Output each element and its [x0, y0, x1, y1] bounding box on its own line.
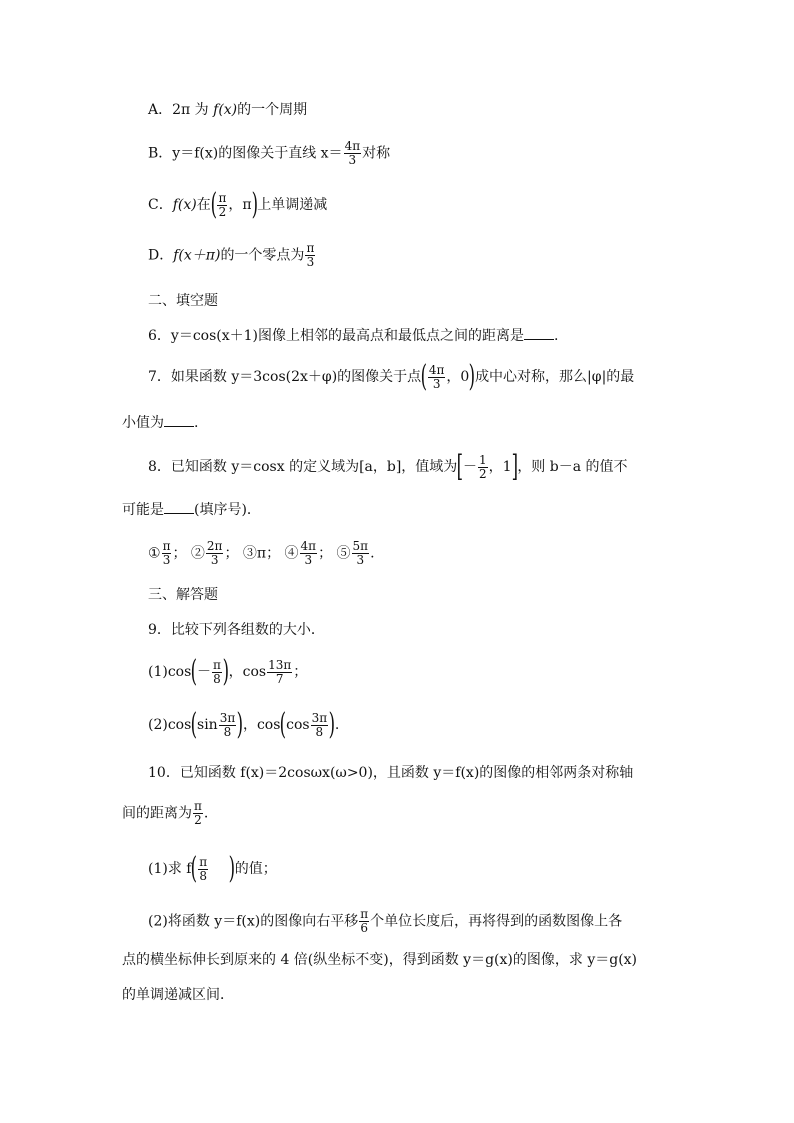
section-heading-solutions: 三、解答题 — [148, 587, 218, 603]
fraction: $\frac{\pi}{3}$ — [162, 539, 171, 567]
fraction: $\frac{\pi}{8}$ — [199, 854, 208, 883]
fraction: $\frac{\pi}{6}$ — [360, 907, 369, 935]
question-8: 8．已知函数 y＝cosx 的定义域为[a，b]，值域为[－ $\frac{1}{2}$ ，1]，则 b－a 的值不 — [148, 449, 628, 484]
fraction: $\frac{4\pi}{3}$ — [344, 139, 361, 167]
option-d: D．f(x＋π)的一个零点为 $\frac{\pi}{3}$ — [148, 241, 315, 269]
option-c: C．f(x)在( $\frac{\pi}{2}$ ，π)上单调递减 — [148, 187, 328, 222]
question-8-cont: 可能是 (填序号)． — [122, 499, 261, 520]
question-10-part-1: (1)求 f( $\frac{\pi}{8}$ )的值； — [148, 851, 277, 886]
option-a: A．2π 为 f(x)的一个周期 — [148, 102, 308, 118]
question-7: 7．如果函数 y＝3cos(2x＋φ)的图像关于点( $\frac{4\pi}{3}$ ，0)成中心对称，那么|φ|的最 — [148, 359, 635, 394]
fraction: $\frac{\pi}{3}$ — [306, 241, 315, 269]
fraction: $\frac{1}{2}$ — [479, 452, 487, 481]
fraction: $\frac{13\pi}{7}$ — [268, 657, 292, 686]
question-8-choices: ① $\frac{\pi}{3}$ ； ② $\frac{2\pi}{3}$ ； ③π； ④ $\frac{4\pi}{3}$ ； ⑤ $\frac{5\pi}{3}$ . — [148, 539, 375, 567]
question-10-part-2-cont: 点的横坐标伸长到原来的 4 倍(纵坐标不变)，得到函数 y＝g(x)的图像，求 y＝g(x) — [122, 952, 638, 968]
question-10-part-2-end: 的单调递减区间． — [122, 987, 234, 1003]
option-b: B．y＝f(x)的图像关于直线 x＝ $\frac{4\pi}{3}$ 对称 — [148, 139, 391, 167]
question-10-cont: 间的距离为 $\frac{\pi}{2}$ . — [122, 799, 209, 827]
fraction: $\frac{4\pi}{3}$ — [300, 539, 317, 567]
fraction: $\frac{\pi}{2}$ — [194, 799, 202, 827]
answer-blank — [524, 325, 554, 340]
fraction: $\frac{4\pi}{3}$ — [428, 362, 445, 391]
fraction: $\frac{2\pi}{3}$ — [206, 539, 223, 567]
fraction: $\frac{3\pi}{8}$ — [311, 710, 328, 739]
fraction: $\frac{\pi}{2}$ — [218, 190, 227, 219]
section-heading-fill-in: 二、填空题 — [148, 293, 218, 309]
question-10-part-2: (2)将函数 y＝f(x)的图像向右平移 $\frac{\pi}{6}$ 个单位长度后，再将得到的函数图像上各 — [148, 907, 623, 935]
question-7-cont: 小值为 . — [122, 412, 198, 433]
question-9-part-2: (2)cos(sin $\frac{3\pi}{8}$ )，cos(cos $\frac{3\pi}{8}$ ). — [148, 707, 340, 742]
fraction: $\frac{5\pi}{3}$ — [352, 539, 369, 567]
question-6: 6．y＝cos(x＋1)图像上相邻的最高点和最低点之间的距离是 . — [148, 325, 558, 346]
fraction: $\frac{\pi}{8}$ — [213, 657, 221, 686]
answer-blank — [164, 499, 194, 514]
fraction: $\frac{3\pi}{8}$ — [219, 710, 236, 739]
question-9: 9．比较下列各组数的大小． — [148, 622, 325, 638]
question-9-part-1: (1)cos(－ $\frac{\pi}{8}$ )，cos $\frac{13\pi}{7}$ ； — [148, 654, 308, 689]
question-10: 10．已知函数 f(x)＝2cosωx(ω>0)，且函数 y＝f(x)的图像的相邻两条对称轴 — [148, 765, 634, 781]
answer-blank — [164, 412, 194, 427]
